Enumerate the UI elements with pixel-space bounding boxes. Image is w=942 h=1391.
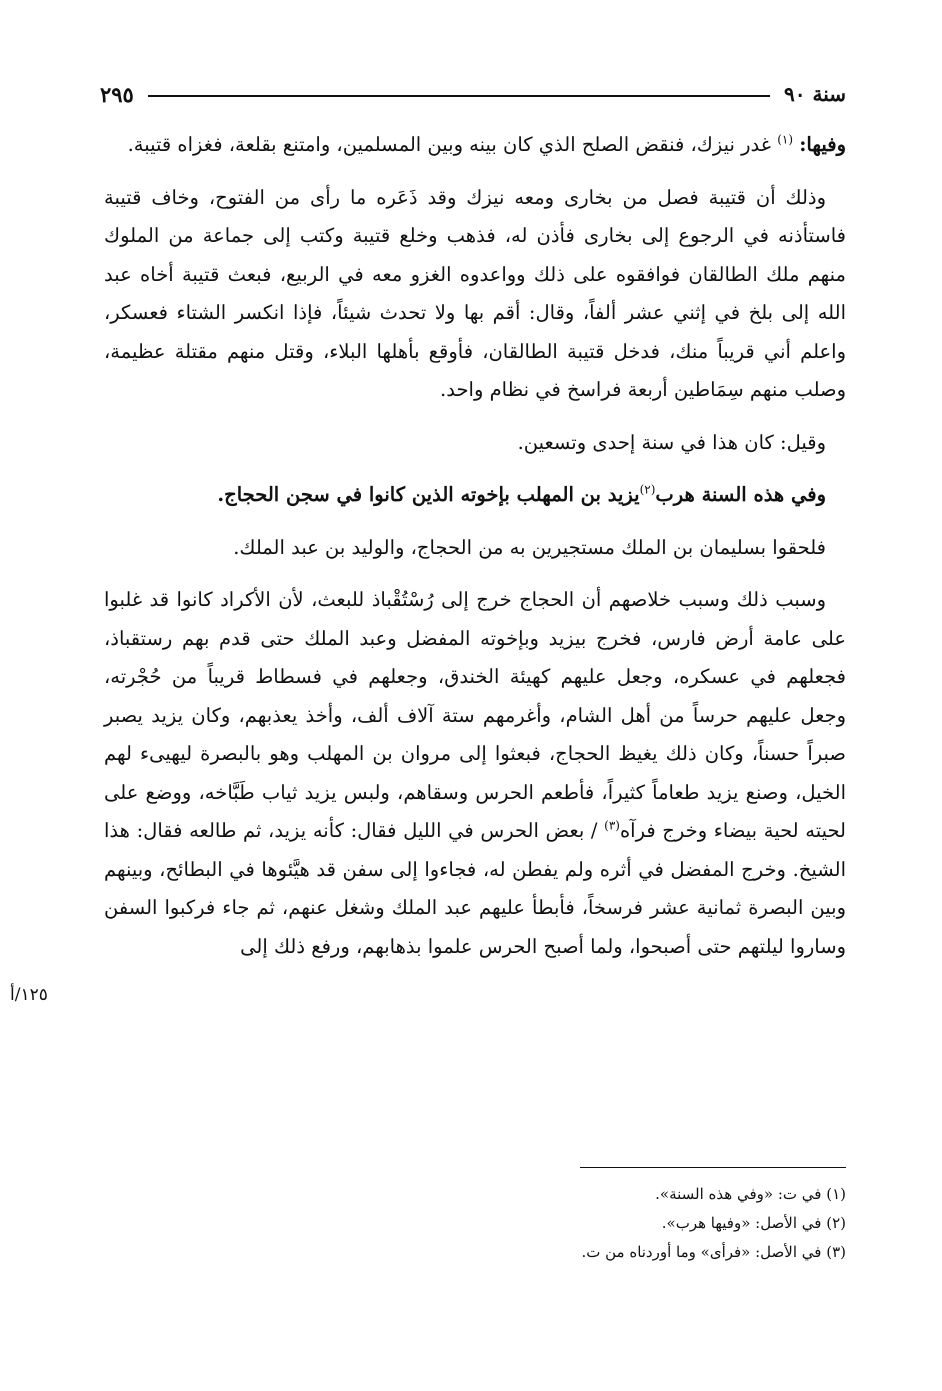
paragraph-6-part-a: وسبب ذلك وسبب خلاصهم أن الحجاج خرج إلى رُسْتُقْباذ للبعث، لأن الأكراد كانوا قد غلبوا على عامة أرض فارس، فخرج بيزيد وبإخوته المفضل وعبد الملك حتى قدم بهم رستقباذ، فجعلهم في عسكره، وجعل عليهم كهيئة الخندق، وجعلهم في فسطاط قريباً من حُجْرته، وجعل عليهم حرساً من أهل الشام، وأغرمهم ستة آلاف ألف، وأخذ يعذبهم، وكان يزيد يصبر صبراً حسناً، وكان ذلك يغيظ الحجاج، فبعثوا إلى مروان بن المهلب وهو بالبصرة ليهيىء لهم الخيل، وصنع يزيد طعاماً كثيراً، فأطعم الحرس وسقاهم، ولبس يزيد ثياب طَبَّاخه، ووضع على لحيته لحية بيضاء وخرج فرآه	[104, 588, 847, 842]
paragraph-3: وقيل: كان هذا في سنة إحدى وتسعين.	[517, 430, 826, 454]
footnote-ref-2: (٢)	[639, 482, 656, 497]
page-number: ٢٩٥	[100, 81, 134, 107]
footnote-2: (٢) في الأصل: «وفيها هرب».	[661, 1214, 846, 1232]
running-header	[100, 76, 846, 112]
paragraph-4-lead: وفي هذه السنة هرب	[655, 483, 826, 506]
footnote-ref-3: (٣)	[604, 818, 620, 833]
paragraph-1	[104, 126, 846, 165]
manuscript-folio-note: ١٢٥/أ	[10, 985, 48, 1005]
header-year-label: سنة ٩٠	[784, 82, 846, 106]
paragraph-1-text: غدر نيزك، فنقض الصلح الذي كان بينه وبين المسلمين، وامتنع بقلعة، فغزاه قتيبة.	[127, 133, 771, 156]
paragraph-6-part-b: / بعض الحرس في الليل فقال: كأنه يزيد، ثم طالعه فقال: هذا الشيخ. وخرج المفضل في أثره ولم يفطن له، فجاءوا إلى سفن قد هيَّئوها في البطائح، وبينهم وبين البصرة ثمانية عشر فرسخاً، فأبطأ عليهم عبد الملك وشغل عنهم، ثم جاء فركبوا السفن وساروا ليلتهم حتى أصبحوا، ولما أصبح الحرس علموا بذهابهم، ورفع ذلك إلى	[104, 819, 846, 958]
paragraph-2: وذلك أن قتيبة فصل من بخارى ومعه نيزك وقد ذَعَره ما رأى من الفتوح، وخاف قتيبة فاستأذنه في الرجوع إلى بخارى فأذن له، فذهب وخلع قتيبة وكتب إلى جماعة من الملوك منهم ملك الطالقان فوافقوه على ذلك وواعدوه الغزو معه في الربيع، فبعث قتيبة أخاه عبد الله إلى بلخ في إثني عشر ألفاً، وقال: أقم بها ولا تحدث شيئاً، فإذا انكسر الشتاء فعسكر، واعلم أني قريباً منك، فدخل قتيبة الطالقان، فأوقع بأهلها البلاء، وقتل منهم مقتلة عظيمة، وصلب منهم سِمَاطين أربعة فراسخ في نظام واحد.	[104, 185, 846, 401]
paragraph-5: فلحقوا بسليمان بن الملك مستجيرين به من الحجاج، والوليد بن عبد الملك.	[233, 535, 826, 559]
footnote-1: (١) في ت: «وفي هذه السنة».	[655, 1185, 846, 1203]
footnote-3: (٣) في الأصل: «فرأى» وما أوردناه من ت.	[581, 1243, 846, 1261]
paragraph-4-text: يزيد بن المهلب بإخوته الذين كانوا في سجن الحجاج.	[217, 483, 640, 506]
footnotes	[400, 1180, 846, 1267]
paragraph-4	[104, 476, 846, 515]
footnote-separator	[580, 1167, 846, 1168]
footnote-ref-1: (١)	[777, 132, 794, 147]
main-text	[104, 126, 846, 980]
header-rule	[148, 95, 770, 97]
paragraph-6	[104, 581, 846, 966]
paragraph-1-lead: وفيها:	[799, 133, 846, 156]
